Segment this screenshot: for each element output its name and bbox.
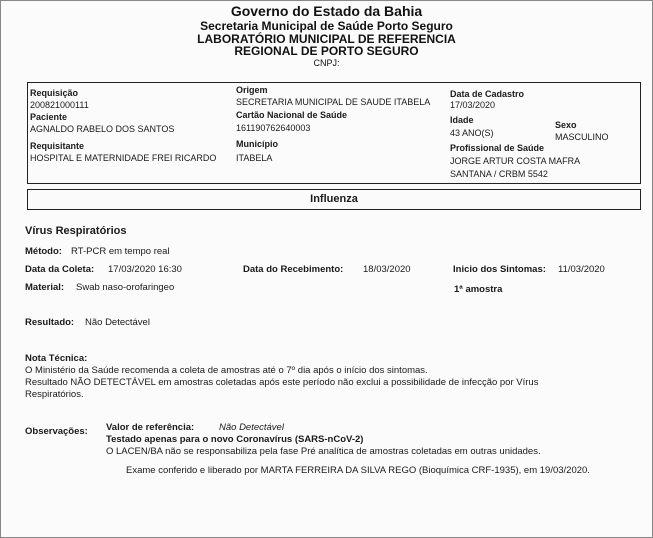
ref-value: Não Detectável — [219, 422, 284, 433]
data-cadastro-label: Data de Cadastro — [450, 89, 525, 99]
material-value: Swab naso-orofaringeo — [76, 282, 175, 293]
nota-label: Nota Técnica: — [25, 353, 88, 364]
recebimento-value: 18/03/2020 — [363, 264, 411, 275]
profissional-label: Profissional de Saúde — [450, 143, 545, 153]
data-cadastro-value: 17/03/2020 — [450, 100, 496, 110]
idade-value: 43 ANO(S) — [450, 128, 494, 138]
header-state: Governo do Estado da Bahia — [230, 3, 423, 19]
sintomas-value: 11/03/2020 — [558, 264, 605, 275]
profissional-value-line1: JORGE ARTUR COSTA MAFRA — [450, 156, 581, 166]
resultado-label: Resultado: — [25, 317, 75, 328]
municipio-label: Município — [236, 139, 278, 149]
coleta-label: Data da Coleta: — [25, 264, 95, 275]
paciente-label: Paciente — [30, 112, 68, 122]
nota-line2: Resultado NÃO DETECTÁVEL em amostras coletadas após este período não exclui a possibilidade de infecção por Vírus — [25, 377, 539, 388]
sexo-value: MASCULINO — [555, 132, 609, 142]
nota-line1: O Ministério da Saúde recomenda a coleta de amostras até o 7º dia após o início dos sintomas. — [25, 365, 428, 376]
section-title-influenza: Influenza — [27, 189, 641, 210]
cartao-value: 161190762640003 — [236, 123, 311, 133]
recebimento-label: Data do Recebimento: — [243, 264, 344, 275]
ref-label: Valor de referência: — [106, 422, 195, 433]
header-laboratorio: LABORATÓRIO MUNICIPAL DE REFERENCIA — [197, 32, 456, 46]
footer-release: Exame conferido e liberado por MARTA FERREIRA DA SILVA REGO (Bioquímica CRF-1935), em 19/03/2020. — [126, 465, 590, 476]
requisitante-value: HOSPITAL E MATERNIDADE FREI RICARDO — [30, 153, 217, 163]
nota-line3: Respiratórios. — [25, 389, 84, 400]
header-cnpj: CNPJ: — [313, 58, 340, 68]
profissional-value-line2: SANTANA / CRBM 5542 — [450, 169, 548, 179]
obs-label: Observações: — [25, 426, 88, 437]
obs-line2: Testado apenas para o novo Coronavírus (SARS-nCoV-2) — [106, 434, 364, 445]
exam-title: Vírus Respiratórios — [25, 225, 127, 237]
requisicao-value: 200821000111 — [30, 100, 89, 110]
amostra-label: 1ª amostra — [454, 284, 503, 295]
sexo-label: Sexo — [555, 120, 577, 130]
requisicao-label: Requisição — [30, 88, 79, 98]
origem-value: SECRETARIA MUNICIPAL DE SAUDE ITABELA — [236, 97, 431, 107]
metodo-label: Método: — [25, 246, 62, 257]
coleta-value: 17/03/2020 16:30 — [108, 264, 182, 275]
municipio-value: ITABELA — [236, 153, 273, 163]
metodo-value: RT-PCR em tempo real — [71, 246, 170, 257]
idade-label: Idade — [450, 115, 474, 125]
origem-label: Origem — [236, 85, 268, 95]
resultado-value: Não Detectável — [85, 317, 150, 328]
material-label: Material: — [25, 282, 65, 293]
header-secretaria: Secretaria Municipal de Saúde Porto Seguro — [200, 19, 453, 33]
patient-info-box — [27, 82, 641, 184]
sintomas-label: Inicio dos Sintomas: — [453, 264, 546, 275]
paciente-value: AGNALDO RABELO DOS SANTOS — [30, 124, 175, 134]
header-regional: REGIONAL DE PORTO SEGURO — [234, 44, 419, 58]
obs-line3: O LACEN/BA não se responsabiliza pela fase Pré analítica de amostras coletadas em outras unidades. — [106, 446, 541, 457]
cartao-label: Cartão Nacional de Saúde — [236, 110, 348, 120]
requisitante-label: Requisitante — [30, 141, 85, 151]
